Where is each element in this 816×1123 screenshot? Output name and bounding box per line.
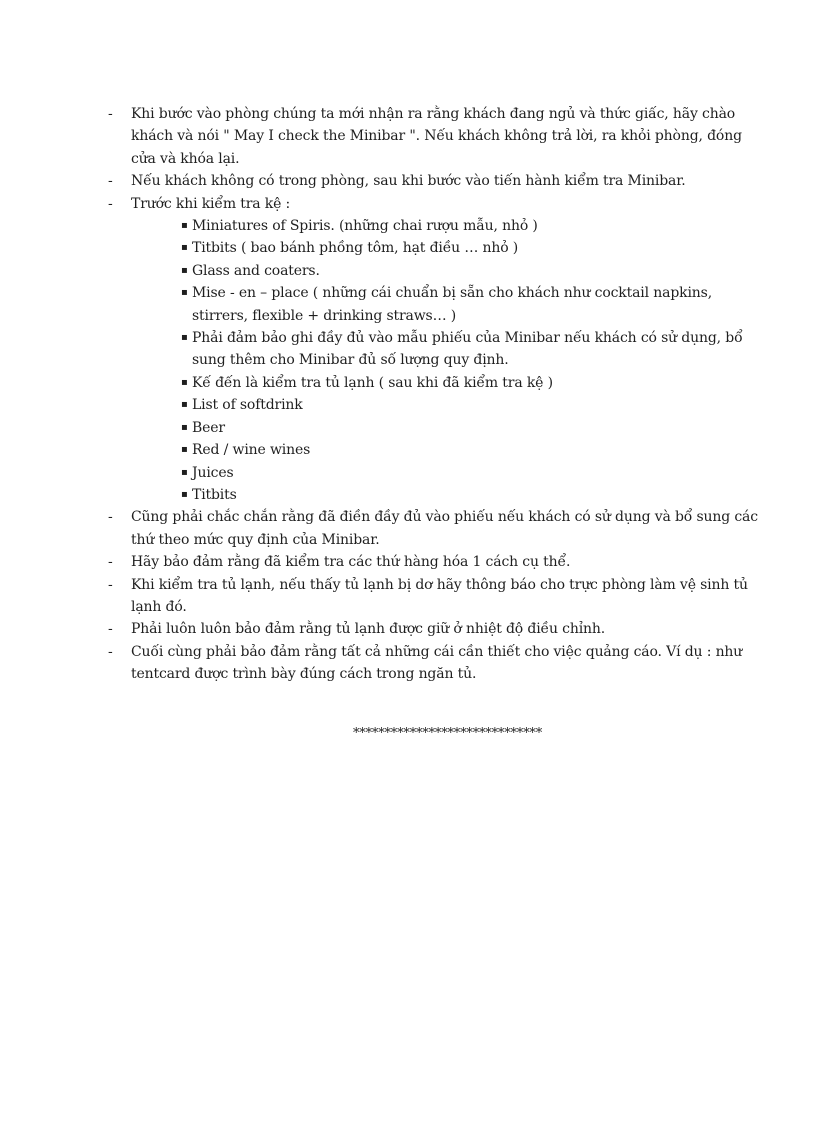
checklist-item [180, 439, 768, 461]
checklist-item-text: Juices [192, 464, 234, 481]
checklist-item [180, 462, 768, 484]
dash-marker: - [108, 621, 113, 638]
list-item-text: Phải luôn luôn bảo đảm rằng tủ lạnh được giữ ở nhiệt độ điều chỉnh. [131, 621, 606, 638]
checklist-item-text: Red / wine wines [192, 442, 311, 459]
square-bullet-icon: ▪ [181, 264, 188, 276]
checklist-item-text: Titbits [192, 486, 237, 503]
list-item [108, 506, 768, 551]
dash-marker: - [108, 195, 113, 212]
checklist-item-text: Mise - en – place ( những cái chuẩn bị sẵn cho khách như cocktail napkins, stirrers, flexible + drinking straws… ) [192, 285, 712, 324]
checklist-item-text: Phải đảm bảo ghi đầy đủ vào mẫu phiếu của Minibar nếu khách có sử dụng, bổ sung thêm cho Minibar đủ số lượng quy định. [192, 330, 743, 369]
list-item-text: Nếu khách không có trong phòng, sau khi bước vào tiến hành kiểm tra Minibar. [131, 173, 686, 190]
square-bullet-icon: ▪ [181, 421, 188, 433]
outro-list [108, 506, 768, 685]
square-bullet-icon: ▪ [181, 399, 188, 411]
square-bullet-icon: ▪ [181, 488, 188, 500]
checklist-item-text: Kế đến là kiểm tra tủ lạnh ( sau khi đã kiểm tra kệ ) [192, 374, 553, 391]
checklist-item [180, 237, 768, 259]
checklist-item-text: Beer [192, 419, 225, 436]
checklist-item [180, 327, 768, 372]
list-item [108, 641, 768, 686]
checklist-item [180, 417, 768, 439]
list-item-text: Cuối cùng phải bảo đảm rằng tất cả những cái cần thiết cho việc quảng cáo. Ví dụ : như tentcard được trình bày đúng cách trong ngăn tủ. [131, 643, 743, 683]
square-bullet-icon: ▪ [181, 376, 188, 388]
checklist-item-text: List of softdrink [192, 397, 303, 414]
list-item [108, 193, 768, 215]
checklist-item [180, 394, 768, 416]
checklist-item-text: Titbits ( bao bánh phồng tôm, hạt điều … nhỏ ) [192, 240, 519, 257]
list-item [108, 103, 768, 170]
checklist [108, 215, 768, 506]
checklist-item-text: Glass and coaters. [192, 262, 320, 279]
intro-list [108, 103, 768, 215]
list-item [108, 170, 768, 192]
checklist-item [180, 260, 768, 282]
checklist-item [180, 215, 768, 237]
separator: ****************************** [353, 726, 543, 741]
list-item-text: Hãy bảo đảm rằng đã kiểm tra các thứ hàng hóa 1 cách cụ thể. [131, 554, 571, 571]
dash-marker: - [108, 554, 113, 571]
list-item [108, 618, 768, 640]
list-item-text: Cũng phải chắc chắn rằng đã điền đầy đủ vào phiếu nếu khách có sử dụng và bổ sung các thứ theo mức quy định của Minibar. [131, 509, 758, 548]
dash-marker: - [108, 509, 113, 526]
list-item-text: Khi bước vào phòng chúng ta mới nhận ra rằng khách đang ngủ và thức giấc, hãy chào khách và nói " May I check the Minibar ". Nếu khách không trả lời, ra khỏi phòng, đóng cửa và khóa lại. [131, 106, 742, 167]
document-body [108, 103, 768, 686]
checklist-item-text: Miniatures of Spiris. (những chai rượu mẫu, nhỏ ) [192, 218, 538, 235]
list-item-text: Khi kiểm tra tủ lạnh, nếu thấy tủ lạnh bị dơ hãy thông báo cho trực phòng làm vệ sinh tủ lạnh đó. [131, 576, 748, 615]
square-bullet-icon: ▪ [181, 242, 188, 254]
checklist-item [180, 282, 768, 327]
dash-marker: - [108, 106, 113, 122]
square-bullet-icon: ▪ [181, 444, 188, 456]
dash-marker: - [108, 173, 113, 190]
square-bullet-icon: ▪ [181, 287, 188, 299]
square-bullet-icon: ▪ [181, 220, 188, 232]
dash-marker: - [108, 576, 113, 593]
list-item [108, 574, 768, 619]
checklist-item [180, 372, 768, 394]
square-bullet-icon: ▪ [181, 332, 188, 344]
checklist-item [180, 484, 768, 506]
list-item [108, 551, 768, 573]
list-item-text: Trước khi kiểm tra kệ : [131, 195, 291, 212]
square-bullet-icon: ▪ [181, 466, 188, 478]
dash-marker: - [108, 643, 113, 660]
